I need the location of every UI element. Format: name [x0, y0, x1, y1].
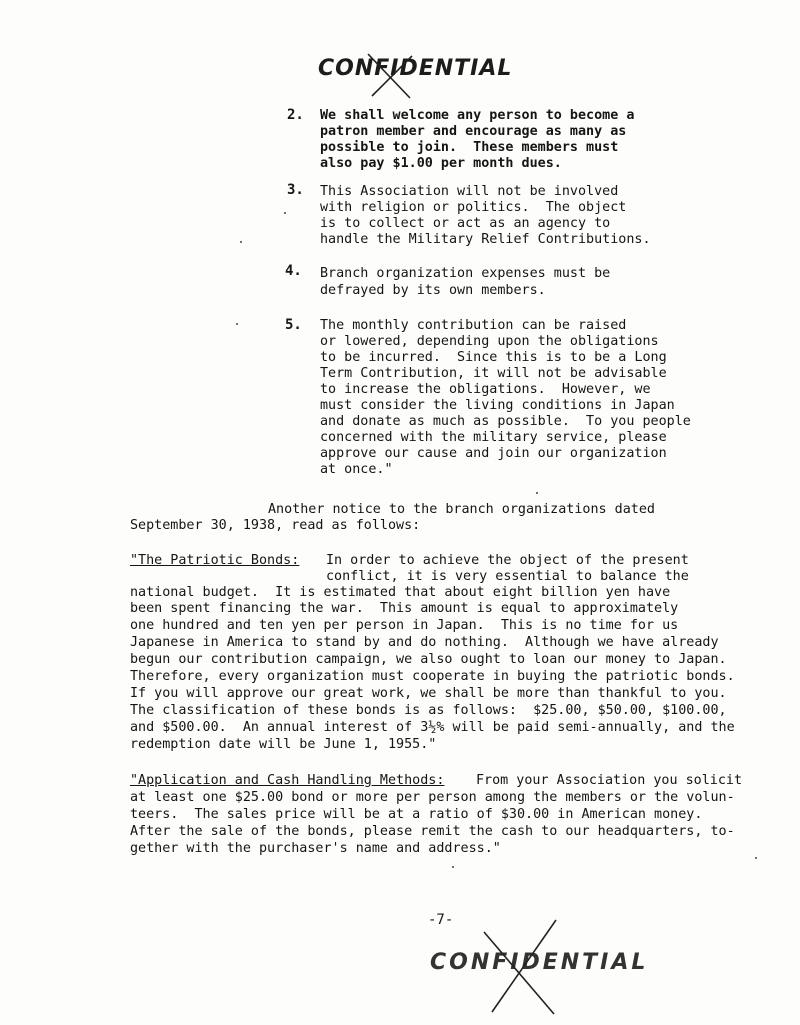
stamp-cross-mark-top [360, 50, 420, 102]
application-line: From your Association you solicit [476, 773, 743, 788]
item-line: patron member and encourage as many as [320, 124, 627, 139]
item-line: to increase the obligations. However, we [320, 382, 651, 397]
bonds-line: Therefore, every organization must cooperate in buying the patriotic bonds. [130, 669, 735, 684]
item-line: handle the Military Relief Contributions. [320, 232, 651, 247]
item-line: Term Contribution, it will not be advisable [320, 366, 667, 381]
application-heading: "Application and Cash Handling Methods: [130, 773, 445, 788]
item-line: Branch organization expenses must be [320, 266, 611, 281]
bonds-line: and $500.00. An annual interest of 3½% will be paid semi-annually, and the [130, 720, 735, 735]
bonds-line: conflict, it is very essential to balance the [326, 569, 689, 584]
bonds-line: been spent financing the war. This amount is equal to approximately [130, 601, 679, 616]
bonds-line: one hundred and ten yen per person in Japan. This is no time for us [130, 618, 679, 633]
item-line: The monthly contribution can be raised [320, 318, 627, 333]
item-line: is to collect or act as an agency to [320, 216, 611, 231]
bonds-line: The classification of these bonds is as follows: $25.00, $50.00, $100.00, [130, 703, 727, 718]
item-line: This Association will not be involved [320, 184, 619, 199]
bonds-line: If you will approve our great work, we shall be more than thankful to you. [130, 686, 727, 701]
scan-speck [755, 857, 757, 859]
bonds-line: redemption date will be June 1, 1955." [130, 737, 437, 752]
application-line: teers. The sales price will be at a ratio of $30.00 in American money. [130, 807, 703, 822]
application-line: After the sale of the bonds, please remit the cash to our headquarters, to- [130, 824, 735, 839]
item-line: concerned with the military service, please [320, 430, 667, 445]
bonds-line: Japanese in America to stand by and do nothing. Although we have already [130, 635, 719, 650]
bonds-heading: "The Patriotic Bonds: [130, 553, 300, 568]
bonds-line: national budget. It is estimated that about eight billion yen have [130, 585, 671, 600]
item-line: must consider the living conditions in Japan [320, 398, 675, 413]
application-line: at least one $25.00 bond or more per person among the members or the volun- [130, 790, 735, 805]
item-number: 3. [287, 182, 304, 198]
item-line: and donate as much as possible. To you people [320, 414, 691, 429]
page-number: -7- [428, 912, 454, 928]
item-line: at once." [320, 462, 393, 477]
item-number: 2. [287, 107, 304, 123]
application-line: gether with the purchaser's name and address." [130, 841, 501, 856]
confidential-stamp-top: CONFIDENTIAL [318, 56, 513, 81]
item-line: possible to join. These members must [320, 140, 619, 155]
scan-speck [284, 212, 286, 214]
item-line: defrayed by its own members. [320, 283, 546, 298]
item-line: or lowered, depending upon the obligations [320, 334, 659, 349]
bonds-line: In order to achieve the object of the present [326, 553, 689, 568]
stamp-cross-mark-bottom [478, 918, 562, 1018]
notice-line: September 30, 1938, read as follows: [130, 518, 421, 533]
bonds-line: begun our contribution campaign, we also ought to loan our money to Japan. [130, 652, 727, 667]
item-line: also pay $1.00 per month dues. [320, 156, 562, 171]
scan-speck [452, 866, 454, 868]
item-line: approve our cause and join our organization [320, 446, 667, 461]
item-line: We shall welcome any person to become a [320, 108, 635, 123]
scan-speck [236, 323, 238, 325]
item-line: to be incurred. Since this is to be a Long [320, 350, 667, 365]
item-number: 5. [285, 317, 302, 333]
scan-speck [240, 241, 242, 243]
notice-line: Another notice to the branch organizations dated [268, 502, 655, 517]
item-line: with religion or politics. The object [320, 200, 627, 215]
item-number: 4. [285, 263, 302, 279]
scan-speck [536, 492, 538, 494]
confidential-stamp-bottom: CONFIDENTIAL [430, 950, 649, 975]
